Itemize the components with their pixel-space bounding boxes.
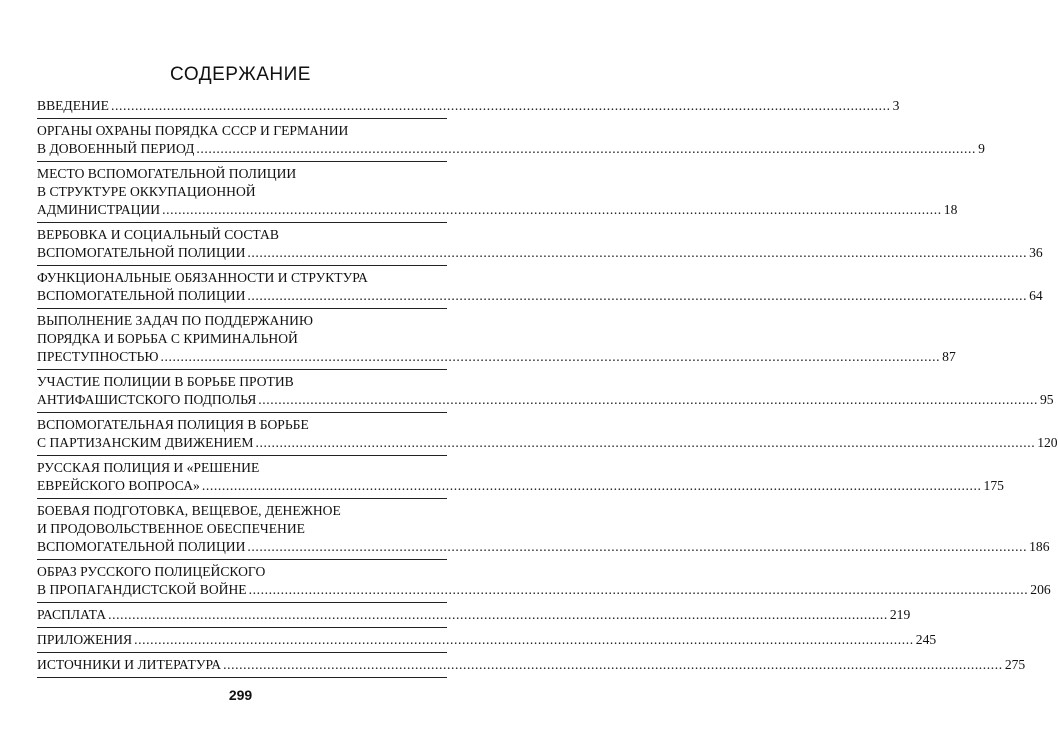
toc-entry-title: ВСПОМОГАТЕЛЬНОЙ ПОЛИЦИИ — [37, 288, 246, 303]
dot-leader: ................................................................................................................................................................................................... — [201, 478, 982, 493]
toc-entry-line — [37, 538, 1050, 556]
entry-divider — [37, 222, 447, 223]
toc-entry-line — [37, 330, 447, 348]
toc-entry-line — [37, 434, 1058, 452]
toc-entry-title: В СТРУКТУРЕ ОККУПАЦИОННОЙ — [37, 184, 256, 199]
toc-entry — [37, 606, 911, 628]
toc-entry-page: 9 — [978, 141, 985, 156]
toc-entry-line — [37, 656, 1026, 674]
toc-entry-line — [37, 97, 900, 115]
entry-divider — [37, 559, 447, 560]
entry-divider — [37, 369, 447, 370]
toc-entry-title: АНТИФАШИСТСКОГО ПОДПОЛЬЯ — [37, 392, 257, 407]
toc-entry-line — [37, 140, 985, 158]
toc-entry-page: 18 — [943, 202, 958, 217]
toc-entry-line — [37, 606, 911, 624]
dot-leader: ................................................................................................................................................................................................... — [247, 245, 1028, 260]
toc-entry-page: 275 — [1004, 657, 1026, 672]
toc-entry-line — [37, 391, 1054, 409]
toc-entry-line — [37, 563, 447, 581]
dot-leader: ................................................................................................................................................................................................... — [255, 435, 1036, 450]
toc-entry — [37, 416, 1058, 456]
toc-entry-title: ОБРАЗ РУССКОГО ПОЛИЦЕЙСКОГО — [37, 564, 266, 579]
toc-entry-line — [37, 416, 447, 434]
entry-divider — [37, 308, 447, 309]
toc-entry-line — [37, 631, 937, 649]
entry-divider — [37, 412, 447, 413]
toc-entry-title: ЕВРЕЙСКОГО ВОПРОСА» — [37, 478, 200, 493]
toc-entry-line — [37, 122, 447, 140]
toc-entry-title: ПОРЯДКА И БОРЬБА С КРИМИНАЛЬНОЙ — [37, 331, 298, 346]
toc-entry — [37, 97, 900, 119]
toc-entry — [37, 373, 1054, 413]
toc-entry-page: 64 — [1029, 288, 1043, 303]
entry-divider — [37, 118, 447, 119]
toc-entry-title: С ПАРТИЗАНСКИМ ДВИЖЕНИЕМ — [37, 435, 254, 450]
entry-divider — [37, 602, 447, 603]
dot-leader: ................................................................................................................................................................................................... — [223, 657, 1003, 672]
toc-entry-title: МЕСТО ВСПОМОГАТЕЛЬНОЙ ПОЛИЦИИ — [37, 166, 297, 181]
toc-entry-title: ВСПОМОГАТЕЛЬНОЙ ПОЛИЦИИ — [37, 539, 246, 554]
toc-entry-line — [37, 502, 447, 520]
table-of-contents — [37, 97, 1058, 681]
toc-entry — [37, 226, 1043, 266]
toc-entry-line — [37, 348, 956, 366]
toc-entry-line — [37, 201, 958, 219]
toc-entry-title: ВВЕДЕНИЕ — [37, 98, 109, 113]
toc-entry-page: 175 — [983, 478, 1004, 493]
toc-entry-title: ОРГАНЫ ОХРАНЫ ПОРЯДКА СССР И ГЕРМАНИИ — [37, 123, 349, 138]
toc-entry — [37, 502, 1050, 560]
toc-entry-page: 219 — [889, 607, 911, 622]
toc-entry-page: 206 — [1030, 582, 1051, 597]
toc-entry-page: 186 — [1029, 539, 1050, 554]
toc-entry-line — [37, 244, 1043, 262]
page-number: 299 — [228, 687, 253, 703]
toc-entry — [37, 122, 985, 162]
toc-entry-line — [37, 373, 447, 391]
entry-divider — [37, 652, 447, 653]
toc-entry-line — [37, 459, 447, 477]
toc-entry-line — [37, 165, 447, 183]
dot-leader: ................................................................................................................................................................................................... — [108, 607, 888, 622]
dot-leader: ................................................................................................................................................................................................... — [258, 392, 1038, 407]
entry-divider — [37, 455, 447, 456]
toc-entry-page: 120 — [1037, 435, 1058, 450]
toc-entry-line — [37, 312, 447, 330]
toc-entry-line — [37, 287, 1043, 305]
toc-entry-line — [37, 520, 447, 538]
toc-entry — [37, 563, 1051, 603]
toc-entry-page: 87 — [942, 349, 956, 364]
dot-leader: ................................................................................................................................................................................................... — [134, 632, 914, 647]
toc-entry-title: РУССКАЯ ПОЛИЦИЯ И «РЕШЕНИЕ — [37, 460, 260, 475]
toc-entry — [37, 459, 1004, 499]
toc-entry-title: ВСПОМОГАТЕЛЬНАЯ ПОЛИЦИЯ В БОРЬБЕ — [37, 417, 309, 432]
toc-entry — [37, 631, 937, 653]
toc-entry-title: ИСТОЧНИКИ И ЛИТЕРАТУРА — [37, 657, 222, 672]
toc-entry-page: 36 — [1029, 245, 1043, 260]
entry-divider — [37, 627, 447, 628]
toc-entry-title: ВЫПОЛНЕНИЕ ЗАДАЧ ПО ПОДДЕРЖАНИЮ — [37, 313, 313, 328]
toc-entry-title: В ДОВОЕННЫЙ ПЕРИОД — [37, 141, 195, 156]
toc-entry-line — [37, 226, 447, 244]
dot-leader: ................................................................................................................................................................................................... — [162, 202, 942, 217]
dot-leader: ................................................................................................................................................................................................... — [160, 349, 941, 364]
toc-entry-title: АДМИНИСТРАЦИИ — [37, 202, 161, 217]
toc-entry-page: 3 — [892, 98, 900, 113]
toc-entry-title: УЧАСТИЕ ПОЛИЦИИ В БОРЬБЕ ПРОТИВ — [37, 374, 294, 389]
toc-entry-page: 245 — [915, 632, 937, 647]
entry-divider — [37, 265, 447, 266]
toc-entry-title: ФУНКЦИОНАЛЬНЫЕ ОБЯЗАННОСТИ И СТРУКТУРА — [37, 270, 368, 285]
toc-entry — [37, 269, 1043, 309]
toc-entry-title: ВСПОМОГАТЕЛЬНОЙ ПОЛИЦИИ — [37, 245, 246, 260]
dot-leader: ................................................................................................................................................................................................... — [196, 141, 977, 156]
page-title: СОДЕРЖАНИЕ — [170, 64, 311, 85]
toc-entry — [37, 656, 1026, 678]
entry-divider — [37, 161, 447, 162]
toc-entry-line — [37, 477, 1004, 495]
dot-leader: ................................................................................................................................................................................................... — [248, 582, 1029, 597]
toc-entry-title: В ПРОПАГАНДИСТСКОЙ ВОЙНЕ — [37, 582, 247, 597]
entry-divider — [37, 498, 447, 499]
toc-entry-line — [37, 581, 1051, 599]
toc-entry — [37, 165, 958, 223]
toc-entry-title: РАСПЛАТА — [37, 607, 107, 622]
toc-entry-line — [37, 269, 447, 287]
toc-entry-title: ПРИЛОЖЕНИЯ — [37, 632, 133, 647]
toc-entry-title: ВЕРБОВКА И СОЦИАЛЬНЫЙ СОСТАВ — [37, 227, 279, 242]
entry-divider — [37, 677, 447, 678]
toc-entry-page: 95 — [1039, 392, 1054, 407]
toc-entry — [37, 312, 956, 370]
toc-entry-title: БОЕВАЯ ПОДГОТОВКА, ВЕЩЕВОЕ, ДЕНЕЖНОЕ — [37, 503, 341, 518]
toc-entry-title: И ПРОДОВОЛЬСТВЕННОЕ ОБЕСПЕЧЕНИЕ — [37, 521, 305, 536]
dot-leader: ................................................................................................................................................................................................... — [247, 288, 1028, 303]
dot-leader: ................................................................................................................................................................................................... — [110, 98, 891, 113]
dot-leader: ................................................................................................................................................................................................... — [247, 539, 1028, 554]
toc-entry-title: ПРЕСТУПНОСТЬЮ — [37, 349, 159, 364]
toc-entry-line — [37, 183, 447, 201]
